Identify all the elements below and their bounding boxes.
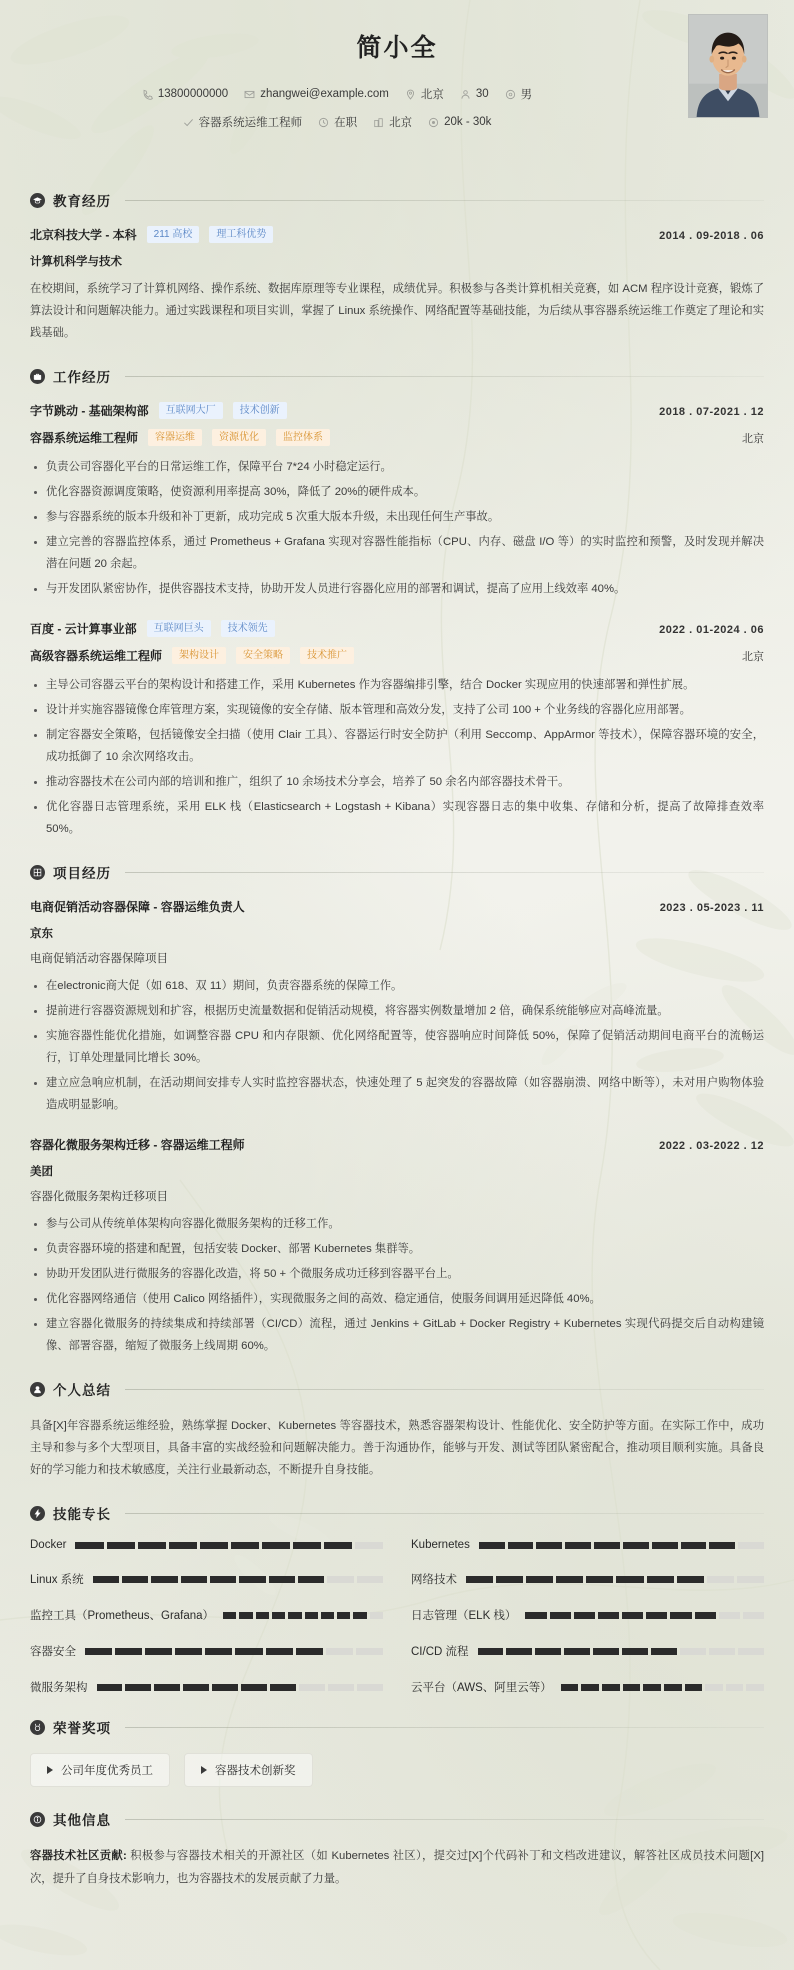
skill-row — [411, 1643, 764, 1659]
position-tag: 技术推广 — [300, 647, 354, 664]
section-header-projects — [30, 862, 764, 882]
skill-segment-filled — [154, 1684, 180, 1691]
contact-row-primary — [30, 86, 764, 102]
phone-icon — [142, 89, 153, 100]
skill-level-bar — [223, 1612, 383, 1619]
skill-segment-filled — [183, 1684, 209, 1691]
project-name: 电商促销活动容器保障项目 — [30, 953, 168, 966]
section-divider — [125, 1513, 764, 1514]
age-icon — [460, 89, 471, 100]
skill-row — [411, 1571, 764, 1587]
skill-segment-filled — [616, 1576, 643, 1583]
skill-segment-filled — [145, 1648, 172, 1655]
salary-icon — [428, 117, 439, 128]
skill-segment-empty — [356, 1648, 383, 1655]
skill-segment-filled — [526, 1576, 553, 1583]
gender-icon — [505, 89, 516, 100]
work-bullet: 推动容器技术在公司内部的培训和推广，组织了 10 余场技术分享会，培养了 50 余名内部容器技术骨干。 — [30, 771, 764, 793]
play-triangle-icon — [47, 1766, 53, 1774]
skill-segment-filled — [122, 1576, 148, 1583]
work-location: 北京 — [742, 432, 764, 445]
work-date: 2022 . 01-2024 . 06 — [659, 624, 764, 637]
skill-segment-filled — [478, 1648, 504, 1655]
position-tag: 资源优化 — [212, 429, 266, 446]
project-bullets — [30, 1213, 764, 1357]
section-header-work — [30, 366, 764, 386]
project-bullet: 建立应急响应机制，在活动期间安排专人实时监控容器状态，快速处理了 5 起突发的容器故障（如容器崩溃、网络中断等），未对用户购物体验造成明显影响。 — [30, 1072, 764, 1116]
skill-segment-empty — [709, 1648, 735, 1655]
salary-range-text: 20k - 30k — [444, 116, 492, 128]
work-entry — [30, 620, 764, 840]
company-tag: 技术创新 — [233, 402, 287, 419]
skill-level-bar — [478, 1648, 765, 1655]
skill-segment-filled — [594, 1542, 620, 1549]
skill-segment-filled — [93, 1576, 119, 1583]
section-title-work: 工作经历 — [53, 370, 111, 386]
skill-segment-empty — [355, 1542, 383, 1549]
skill-segment-filled — [324, 1542, 352, 1549]
skill-segment-filled — [181, 1576, 207, 1583]
skill-segment-filled — [508, 1542, 534, 1549]
lightning-icon — [30, 1506, 45, 1521]
skill-segment-filled — [239, 1576, 265, 1583]
skill-name: 云平台（AWS、阿里云等） — [411, 1682, 552, 1695]
other-info-text: 积极参与容器技术相关的开源社区（如 Kubernetes 社区），提交过[X]个代码补丁和文档改进建议，解答社区成员技术问题[X]次，提升了自身技术影响力，也为容器技术的发展贡献了力量。 — [30, 1850, 764, 1885]
skill-name: 监控工具（Prometheus、Grafana） — [30, 1610, 215, 1623]
skill-segment-filled — [205, 1648, 232, 1655]
skill-segment-filled — [622, 1648, 648, 1655]
skill-row — [411, 1539, 764, 1551]
skill-level-bar — [525, 1612, 764, 1619]
contact-gender — [505, 86, 533, 102]
section-header-summary — [30, 1379, 764, 1399]
skill-segment-filled — [664, 1684, 682, 1691]
skill-segment-filled — [670, 1612, 691, 1619]
work-bullet: 主导公司容器云平台的架构设计和搭建工作，采用 Kubernetes 作为容器编排引擎，结合 Docker 实现应用的快速部署和弹性扩展。 — [30, 674, 764, 696]
section-other — [0, 1809, 794, 1889]
skill-segment-filled — [643, 1684, 661, 1691]
project-company: 美团 — [30, 1166, 53, 1179]
section-skills — [0, 1503, 794, 1695]
work-position-row — [30, 647, 764, 664]
mail-icon — [244, 89, 255, 100]
work-entry-top — [30, 402, 764, 419]
position-tag: 容器运维 — [148, 429, 202, 446]
skill-segment-filled — [535, 1648, 561, 1655]
position-title: 高级容器系统运维工程师 — [30, 649, 163, 664]
salary-range — [428, 116, 491, 128]
work-entry-left — [30, 402, 287, 419]
skill-segment-filled — [296, 1648, 323, 1655]
skill-segment-filled — [602, 1684, 620, 1691]
project-bullet: 实施容器性能优化措施，如调整容器 CPU 和内存限额、优化网络配置等，使容器响应时间降低 50%，保障了促销活动期间电商平台的流畅运行，订单处理量同比增长 30%。 — [30, 1025, 764, 1069]
project-entry-top — [30, 898, 764, 915]
skill-segment-filled — [256, 1612, 269, 1619]
section-divider — [125, 872, 764, 873]
skill-segment-filled — [107, 1542, 135, 1549]
skill-segment-filled — [305, 1612, 318, 1619]
project-bullet: 提前进行容器资源规划和扩容，根据历史流量数据和促销活动规模，将容器实例数量增加 2 倍，确保系统能够应对高峰流量。 — [30, 1000, 764, 1022]
skill-name: 日志管理（ELK 栈） — [411, 1610, 517, 1623]
skill-segment-filled — [200, 1542, 228, 1549]
skill-segment-filled — [593, 1648, 619, 1655]
skill-segment-filled — [272, 1612, 285, 1619]
education-tag: 理工科优势 — [209, 226, 273, 243]
work-bullet: 负责公司容器化平台的日常运维工作，保障平台 7*24 小时稳定运行。 — [30, 456, 764, 478]
skill-name: CI/CD 流程 — [411, 1646, 469, 1659]
skill-segment-filled — [231, 1542, 259, 1549]
award-item[interactable] — [30, 1753, 170, 1787]
contact-row-secondary — [30, 114, 764, 130]
play-triangle-icon — [201, 1766, 207, 1774]
project-bullet: 在electronic商大促（如 618、双 11）期间，负责容器系统的保障工作。 — [30, 975, 764, 997]
location-icon — [405, 89, 416, 100]
position-tag: 架构设计 — [172, 647, 226, 664]
contact-age-text: 30 — [475, 88, 489, 100]
education-date: 2014 . 09-2018 . 06 — [659, 230, 764, 242]
section-awards — [0, 1717, 794, 1787]
work-position-left — [30, 647, 354, 664]
skill-segment-empty — [726, 1684, 744, 1691]
skill-segment-filled — [550, 1612, 571, 1619]
company-tag: 互联网大厂 — [159, 402, 223, 419]
skill-segment-filled — [646, 1612, 667, 1619]
skill-row — [30, 1571, 383, 1587]
skill-segment-empty — [328, 1684, 354, 1691]
user-icon — [30, 1382, 45, 1397]
skill-segment-filled — [321, 1612, 334, 1619]
page-title: 简小全 — [356, 34, 438, 62]
award-item[interactable] — [184, 1753, 313, 1787]
skill-segment-filled — [556, 1576, 583, 1583]
skill-level-bar — [93, 1576, 383, 1583]
skill-level-bar — [85, 1648, 383, 1655]
skill-level-bar — [561, 1684, 764, 1691]
section-title-other: 其他信息 — [53, 1813, 111, 1829]
school-name: 北京科技大学 - 本科 — [30, 228, 137, 242]
section-summary — [0, 1379, 794, 1481]
city-icon — [373, 117, 384, 128]
skill-segment-filled — [75, 1542, 103, 1549]
work-position-left — [30, 429, 330, 446]
skill-segment-empty — [370, 1612, 383, 1619]
section-title-education: 教育经历 — [53, 194, 111, 209]
section-title-projects: 项目经历 — [53, 866, 111, 882]
skill-level-bar — [97, 1684, 384, 1691]
contact-email — [244, 88, 389, 100]
work-bullet: 参与容器系统的版本升级和补丁更新，成功完成 5 次重大版本升级，未出现任何生产事故。 — [30, 506, 764, 528]
skill-segment-filled — [651, 1648, 677, 1655]
education-entry — [30, 226, 764, 344]
skill-row — [30, 1643, 383, 1659]
work-position-row — [30, 429, 764, 446]
skill-segment-filled — [466, 1576, 493, 1583]
section-header-awards — [30, 1717, 764, 1737]
project-bullet: 参与公司从传统单体架构向容器化微服务架构的迁移工作。 — [30, 1213, 764, 1235]
skill-segment-filled — [270, 1684, 296, 1691]
skill-segment-filled — [581, 1684, 599, 1691]
skill-segment-filled — [598, 1612, 619, 1619]
skill-segment-filled — [525, 1612, 546, 1619]
skill-level-bar — [75, 1542, 383, 1549]
section-title-skills: 技能专长 — [53, 1507, 111, 1523]
project-entry — [30, 1136, 764, 1357]
work-entry — [30, 402, 764, 600]
status-icon — [318, 117, 329, 128]
education-tag: 211 高校 — [147, 226, 200, 243]
skill-segment-empty — [326, 1648, 353, 1655]
work-entry-left — [30, 620, 275, 637]
skill-segment-filled — [223, 1612, 236, 1619]
skill-segment-filled — [85, 1648, 112, 1655]
grid-icon — [30, 865, 45, 880]
award-label: 容器技术创新奖 — [215, 1765, 296, 1778]
skill-segment-empty — [707, 1576, 734, 1583]
contact-phone-text: 13800000000 — [157, 88, 229, 100]
skill-segment-filled — [266, 1648, 293, 1655]
skill-segment-filled — [623, 1684, 641, 1691]
skill-segment-empty — [738, 1648, 764, 1655]
skill-segment-empty — [738, 1542, 764, 1549]
other-info-item — [30, 1845, 764, 1889]
skill-segment-filled — [685, 1684, 703, 1691]
skill-segment-filled — [151, 1576, 177, 1583]
section-divider — [125, 1727, 764, 1728]
skill-segment-filled — [623, 1542, 649, 1549]
section-header-education — [30, 190, 764, 210]
skill-row — [411, 1679, 764, 1695]
project-bullet: 建立容器化微服务的持续集成和持续部署（CI/CD）流程，通过 Jenkins + GitLab + Docker Registry + Kubernetes 实现代码提交后自动构建镜像、部署容器，缩短了微服务上线周期 60%。 — [30, 1313, 764, 1357]
project-company: 京东 — [30, 928, 53, 941]
contact-phone — [142, 88, 228, 100]
section-projects — [0, 862, 794, 1357]
section-divider — [125, 200, 764, 201]
skill-segment-filled — [293, 1542, 321, 1549]
project-bullets — [30, 975, 764, 1116]
skill-level-bar — [466, 1576, 764, 1583]
skill-name: 微服务架构 — [30, 1682, 88, 1695]
skill-segment-filled — [496, 1576, 523, 1583]
skill-name: 容器安全 — [30, 1646, 76, 1659]
project-bullet: 协助开发团队进行微服务的容器化改造，将 50 + 个微服务成功迁移到容器平台上。 — [30, 1263, 764, 1285]
position-tag: 安全策略 — [236, 647, 290, 664]
skill-segment-filled — [175, 1648, 202, 1655]
section-work — [0, 366, 794, 840]
section-header-other — [30, 1809, 764, 1829]
work-bullet: 优化容器资源调度策略，使资源利用率提高 30%，降低了 20%的硬件成本。 — [30, 481, 764, 503]
graduation-cap-icon — [30, 193, 45, 208]
project-name: 容器化微服务架构迁移项目 — [30, 1191, 168, 1204]
skill-segment-filled — [353, 1612, 366, 1619]
avatar — [688, 14, 768, 118]
skill-segment-filled — [241, 1684, 267, 1691]
contact-email-text: zhangwei@example.com — [260, 88, 389, 100]
skill-segment-empty — [719, 1612, 740, 1619]
skill-segment-filled — [298, 1576, 324, 1583]
skill-segment-filled — [479, 1542, 505, 1549]
desired-city-text: 北京 — [389, 117, 413, 129]
work-bullet: 建立完善的容器监控体系，通过 Prometheus + Grafana 实现对容器性能指标（CPU、内存、磁盘 I/O 等）的实时监控和预警，及时发现并解决潜在问题 20 余起。 — [30, 531, 764, 575]
skill-grid — [30, 1539, 764, 1695]
skill-segment-empty — [327, 1576, 353, 1583]
skill-row — [411, 1607, 764, 1623]
skill-segment-filled — [536, 1542, 562, 1549]
skill-name: Docker — [30, 1539, 67, 1552]
skill-segment-filled — [337, 1612, 350, 1619]
skill-segment-empty — [357, 1576, 383, 1583]
briefcase-icon — [30, 369, 45, 384]
company-name: 字节跳动 - 基础架构部 — [30, 404, 149, 419]
work-entry-top — [30, 620, 764, 637]
skill-segment-filled — [262, 1542, 290, 1549]
skill-segment-filled — [212, 1684, 238, 1691]
skill-segment-filled — [709, 1542, 735, 1549]
contact-location-text: 北京 — [420, 89, 444, 101]
skill-segment-filled — [564, 1648, 590, 1655]
skill-segment-filled — [125, 1684, 151, 1691]
skill-segment-filled — [506, 1648, 532, 1655]
section-title-awards: 荣誉奖项 — [53, 1721, 111, 1737]
work-bullet: 与开发团队紧密协作，提供容器技术支持，协助开发人员进行容器化应用的部署和调试，提高了应用上线效率 40%。 — [30, 578, 764, 600]
skill-segment-filled — [97, 1684, 123, 1691]
contact-gender-text: 男 — [520, 89, 533, 101]
position-title: 容器系统运维工程师 — [30, 431, 139, 446]
awards-list — [30, 1753, 764, 1787]
job-status-text: 在职 — [334, 117, 358, 129]
skill-segment-filled — [288, 1612, 301, 1619]
education-entry-left — [30, 226, 273, 243]
skill-name: Linux 系统 — [30, 1574, 84, 1587]
project-title: 电商促销活动容器保障 - 容器运维负责人 — [30, 900, 245, 915]
skill-segment-filled — [269, 1576, 295, 1583]
section-education — [0, 190, 794, 344]
education-major: 计算机科学与技术 — [30, 256, 122, 268]
project-bullet: 优化容器网络通信（使用 Calico 网络插件），实现微服务之间的高效、稳定通信，使服务间调用延迟降低 40%。 — [30, 1288, 764, 1310]
skill-segment-filled — [138, 1542, 166, 1549]
skill-segment-empty — [746, 1684, 764, 1691]
desired-job — [183, 114, 303, 130]
project-date: 2022 . 03-2022 . 12 — [659, 1140, 764, 1153]
skill-row — [30, 1607, 383, 1623]
work-date: 2018 . 07-2021 . 12 — [659, 406, 764, 419]
company-tag: 互联网巨头 — [147, 620, 211, 637]
skill-segment-empty — [737, 1576, 764, 1583]
section-header-skills — [30, 1503, 764, 1523]
skill-segment-filled — [652, 1542, 678, 1549]
education-description: 在校期间，系统学习了计算机网络、操作系统、数据库原理等专业课程，成绩优异。积极参与各类计算机相关竞赛，如 ACM 程序设计竞赛，锻炼了算法设计和问题解决能力。通过实践课程和项目实训，掌握了 Linux 系统操作、网络配置等基础技能，为后续从事容器系统运维工作奠定了理论和实践基础。 — [30, 283, 764, 340]
resume-header — [0, 0, 794, 168]
section-divider — [125, 1819, 764, 1820]
skill-segment-filled — [574, 1612, 595, 1619]
other-info-label: 容器技术社区贡献: — [30, 1850, 127, 1863]
job-icon — [183, 117, 194, 128]
work-bullet: 优化容器日志管理系统，采用 ELK 栈（Elasticsearch + Logstash + Kibana）实现容器日志的集中收集、存储和分析，提高了故障排查效率 50%。 — [30, 796, 764, 840]
work-bullet: 制定容器安全策略，包括镜像安全扫描（使用 Clair 工具）、容器运行时安全防护（利用 Seccomp、AppArmor 等技术），保障容器环境的安全，成功抵御了 10 余次网络攻击。 — [30, 724, 764, 768]
job-status — [318, 114, 357, 130]
section-divider — [125, 1389, 764, 1390]
section-title-summary: 个人总结 — [53, 1383, 111, 1399]
project-bullet: 负责容器环境的搭建和配置，包括安装 Docker、部署 Kubernetes 集群等。 — [30, 1238, 764, 1260]
award-label: 公司年度优秀员工 — [61, 1765, 153, 1778]
skill-segment-empty — [299, 1684, 325, 1691]
info-icon — [30, 1812, 45, 1827]
contact-location — [405, 86, 444, 102]
skill-segment-filled — [210, 1576, 236, 1583]
skill-segment-filled — [239, 1612, 252, 1619]
project-title: 容器化微服务架构迁移 - 容器运维工程师 — [30, 1138, 245, 1153]
skill-segment-empty — [680, 1648, 706, 1655]
work-bullet: 设计并实施容器镜像仓库管理方案，实现镜像的安全存储、版本管理和高效分发，支持了公司 100 + 个业务线的容器化应用部署。 — [30, 699, 764, 721]
company-name: 百度 - 云计算事业部 — [30, 622, 137, 637]
skill-name: 网络技术 — [411, 1574, 457, 1587]
skill-segment-filled — [235, 1648, 262, 1655]
position-tag: 监控体系 — [276, 429, 330, 446]
skill-segment-filled — [586, 1576, 613, 1583]
skill-segment-filled — [115, 1648, 142, 1655]
skill-segment-filled — [169, 1542, 197, 1549]
skill-level-bar — [479, 1542, 764, 1549]
summary-text: 具备[X]年容器系统运维经验，熟练掌握 Docker、Kubernetes 等容器技术，熟悉容器架构设计、性能优化、安全防护等方面。在实际工作中，成功主导和参与多个大型项目，具备丰富的实战经验和问题解决能力。善于沟通协作，能够与开发、测试等团队紧密配合，推动项目顺利实施。具备良好的学习能力和技术敏感度，关注行业最新动态，不断提升自身技能。 — [30, 1420, 764, 1477]
skill-segment-empty — [705, 1684, 723, 1691]
contact-age — [460, 88, 489, 100]
desired-job-text: 容器系统运维工程师 — [198, 117, 303, 129]
work-location: 北京 — [742, 650, 764, 663]
work-bullets — [30, 674, 764, 840]
skill-segment-filled — [565, 1542, 591, 1549]
work-bullets — [30, 456, 764, 600]
project-entry-top — [30, 1136, 764, 1153]
skill-segment-filled — [561, 1684, 579, 1691]
skill-segment-empty — [743, 1612, 764, 1619]
project-entry — [30, 898, 764, 1116]
skill-segment-empty — [357, 1684, 383, 1691]
skill-segment-filled — [695, 1612, 716, 1619]
medal-icon — [30, 1720, 45, 1735]
skill-segment-filled — [677, 1576, 704, 1583]
skill-segment-filled — [622, 1612, 643, 1619]
company-tag: 技术领先 — [221, 620, 275, 637]
skill-segment-filled — [681, 1542, 707, 1549]
project-date: 2023 . 05-2023 . 11 — [659, 902, 764, 915]
skill-row — [30, 1539, 383, 1551]
skill-row — [30, 1679, 383, 1695]
skill-segment-filled — [647, 1576, 674, 1583]
skill-name: Kubernetes — [411, 1539, 470, 1552]
education-entry-top — [30, 226, 764, 243]
desired-city — [373, 114, 412, 130]
section-divider — [125, 376, 764, 377]
